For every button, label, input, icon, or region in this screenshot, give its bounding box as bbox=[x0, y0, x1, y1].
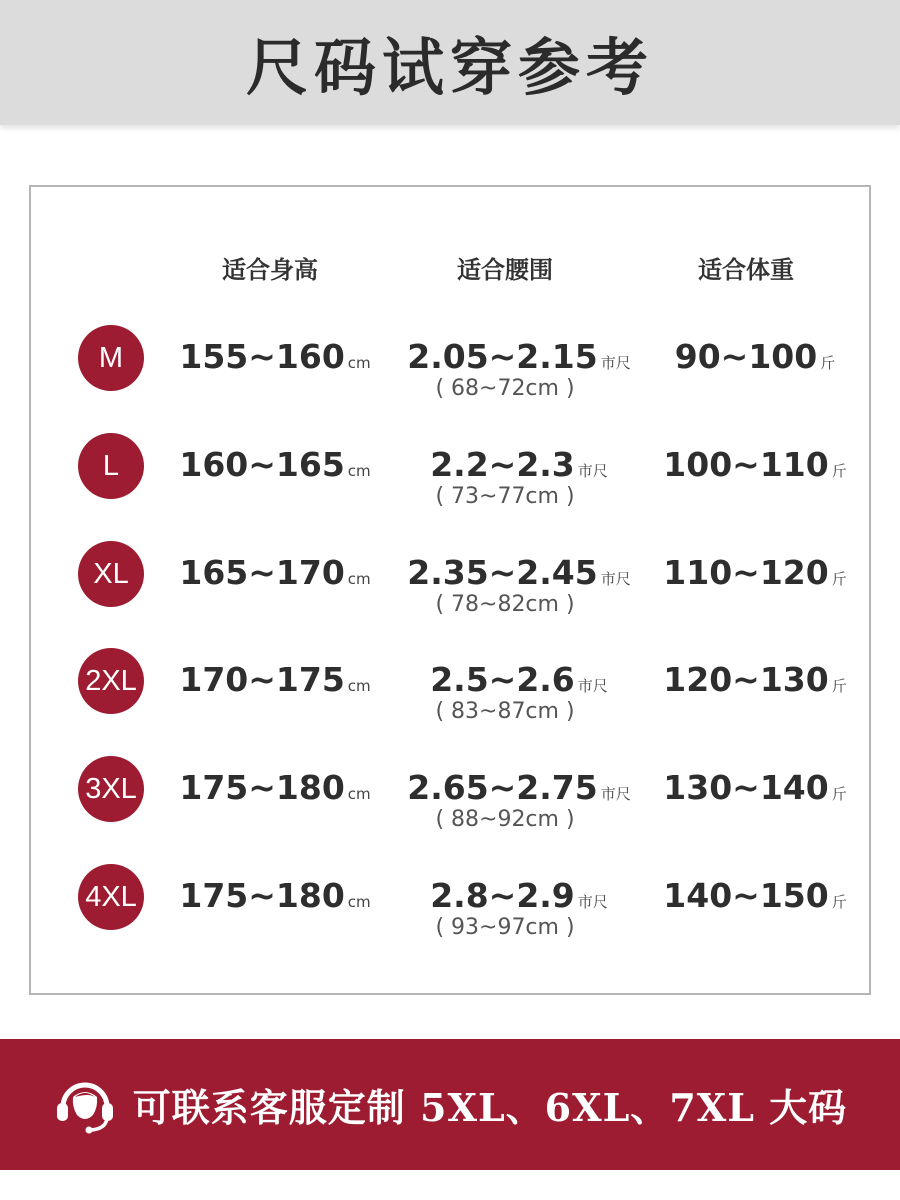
header-banner bbox=[0, 0, 900, 125]
weight-cell bbox=[605, 553, 900, 592]
height-cell-value: 155~160 bbox=[179, 337, 345, 376]
waist-cm-note: ( 73~77cm ) bbox=[435, 484, 575, 509]
waist-cell-unit: 市尺 bbox=[600, 354, 631, 372]
size-row bbox=[0, 648, 900, 748]
height-cell-value: 170~175 bbox=[179, 660, 345, 699]
weight-cell bbox=[605, 768, 900, 807]
waist-cell-unit: 市尺 bbox=[577, 893, 608, 911]
weight-cell-value: 120~130 bbox=[663, 660, 829, 699]
column-header-weight: 适合体重 bbox=[698, 256, 794, 284]
waist-cell-unit: 市尺 bbox=[577, 677, 608, 695]
waist-cell-value: 2.65~2.75 bbox=[407, 768, 598, 807]
waist-cell-unit: 市尺 bbox=[577, 462, 608, 480]
height-cell-unit: cm bbox=[347, 570, 371, 588]
size-row bbox=[0, 325, 900, 425]
waist-cell-value: 2.5~2.6 bbox=[430, 660, 575, 699]
footer-banner bbox=[0, 1039, 900, 1170]
size-row bbox=[0, 864, 900, 964]
waist-cell-value: 2.8~2.9 bbox=[430, 876, 575, 915]
column-header-height: 适合身高 bbox=[222, 256, 318, 284]
waist-cm-note: ( 78~82cm ) bbox=[435, 592, 575, 617]
weight-cell bbox=[605, 445, 900, 484]
size-badge: XL bbox=[78, 541, 144, 607]
page-title: 尺码试穿参考 bbox=[245, 31, 654, 104]
height-cell-unit: cm bbox=[347, 893, 371, 911]
size-row bbox=[0, 541, 900, 641]
size-row bbox=[0, 433, 900, 533]
size-row bbox=[0, 756, 900, 856]
column-header-waist: 适合腰围 bbox=[457, 256, 553, 284]
weight-cell-unit: 斤 bbox=[831, 893, 847, 911]
weight-cell bbox=[605, 337, 900, 376]
weight-cell-unit: 斤 bbox=[831, 785, 847, 803]
height-cell-unit: cm bbox=[347, 462, 371, 480]
height-cell-unit: cm bbox=[347, 677, 371, 695]
weight-cell-value: 100~110 bbox=[663, 445, 829, 484]
weight-cell-value: 90~100 bbox=[674, 337, 818, 376]
size-badge: M bbox=[78, 325, 144, 391]
size-badge: 4XL bbox=[78, 864, 144, 930]
waist-cm-note: ( 88~92cm ) bbox=[435, 807, 575, 832]
weight-cell-unit: 斤 bbox=[831, 462, 847, 480]
weight-cell-value: 130~140 bbox=[663, 768, 829, 807]
weight-cell bbox=[605, 660, 900, 699]
height-cell-value: 160~165 bbox=[179, 445, 345, 484]
weight-cell-value: 110~120 bbox=[663, 553, 829, 592]
footer-text: 可联系客服定制 5XL、6XL、7XL 大码 bbox=[132, 1085, 848, 1130]
weight-cell-unit: 斤 bbox=[831, 570, 847, 588]
customer-service-headset-icon bbox=[53, 1073, 117, 1137]
size-badge: 3XL bbox=[78, 756, 144, 822]
waist-cell-value: 2.05~2.15 bbox=[407, 337, 598, 376]
waist-cell-value: 2.35~2.45 bbox=[407, 553, 598, 592]
size-badge: 2XL bbox=[78, 648, 144, 714]
waist-cell-unit: 市尺 bbox=[600, 785, 631, 803]
height-cell-unit: cm bbox=[347, 785, 371, 803]
waist-cm-note: ( 93~97cm ) bbox=[435, 915, 575, 940]
height-cell-value: 175~180 bbox=[179, 768, 345, 807]
waist-cell-value: 2.2~2.3 bbox=[430, 445, 575, 484]
height-cell-value: 175~180 bbox=[179, 876, 345, 915]
weight-cell bbox=[605, 876, 900, 915]
weight-cell-unit: 斤 bbox=[820, 354, 836, 372]
waist-cm-note: ( 68~72cm ) bbox=[435, 376, 575, 401]
weight-cell-unit: 斤 bbox=[831, 677, 847, 695]
height-cell-unit: cm bbox=[347, 354, 371, 372]
waist-cell-unit: 市尺 bbox=[600, 570, 631, 588]
waist-cm-note: ( 83~87cm ) bbox=[435, 699, 575, 724]
weight-cell-value: 140~150 bbox=[663, 876, 829, 915]
height-cell-value: 165~170 bbox=[179, 553, 345, 592]
size-badge: L bbox=[78, 433, 144, 499]
